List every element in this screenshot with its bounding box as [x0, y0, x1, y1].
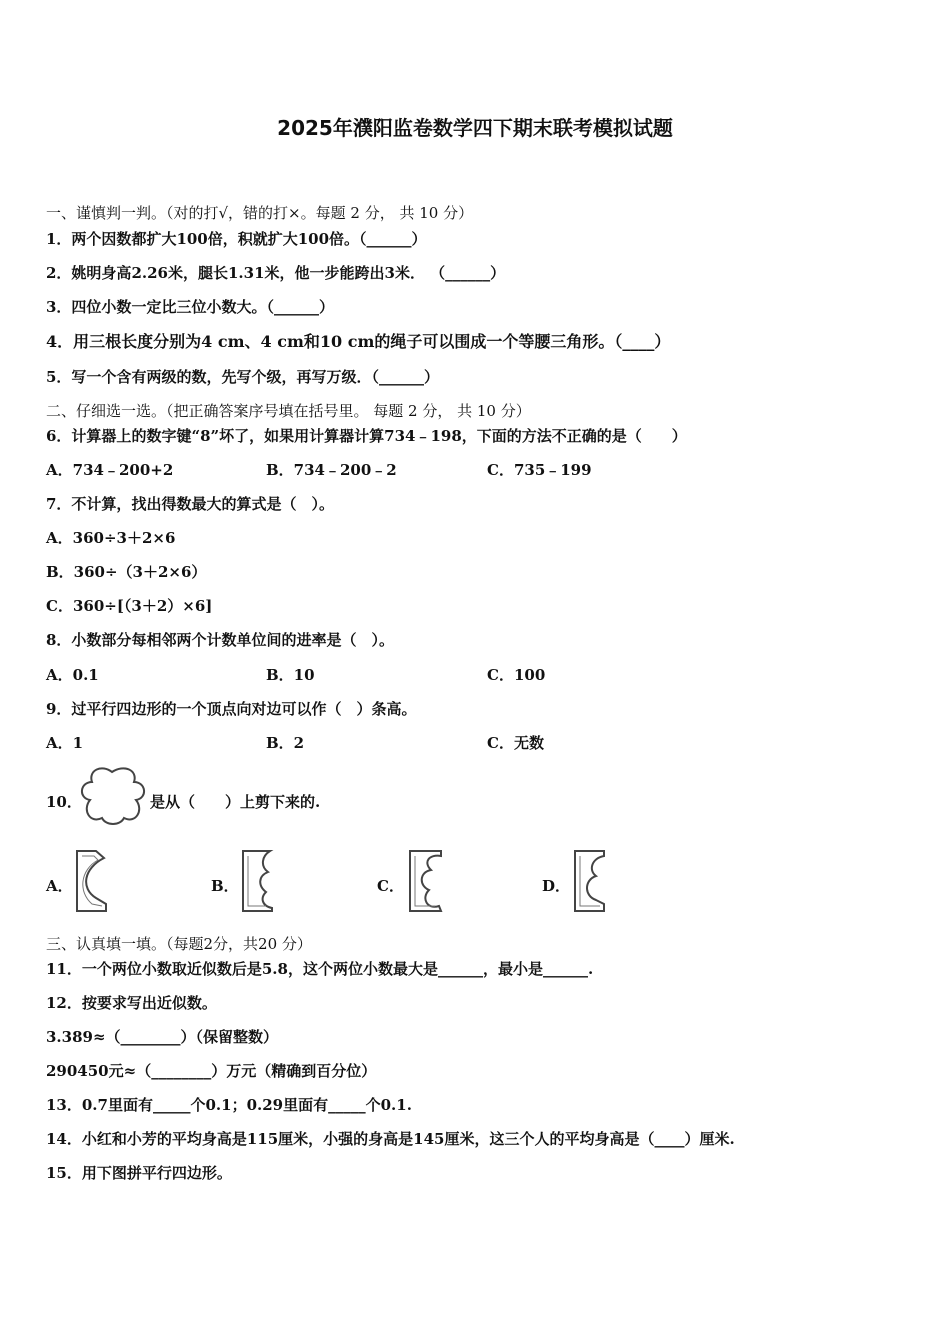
q10-figure-a	[74, 848, 108, 914]
q7-option-c: C．360÷[（3＋2）×6]	[46, 597, 213, 615]
question-2: 2．姚明身高2.26米，腿长1.31米，他一步能跨出3米． （______）	[46, 264, 506, 282]
question-4: 4．用三根长度分别为4 cm、4 cm和10 cm的绳子可以围成一个等腰三角形。（____）	[46, 332, 671, 351]
cloud-shape-figure	[78, 764, 148, 830]
question-12: 12．按要求写出近似数。	[46, 994, 217, 1012]
q8-option-a: A．0.1	[46, 666, 99, 684]
section-3-heading: 三、认真填一填。（每题2分，共20 分）	[46, 935, 312, 953]
question-3: 3．四位小数一定比三位小数大。（______）	[46, 298, 334, 316]
question-5: 5．写一个含有两级的数，先写个级，再写万级．（______）	[46, 368, 439, 386]
question-8: 8．小数部分每相邻两个计数单位间的进率是（ ）。	[46, 631, 394, 649]
q10-figure-b	[240, 848, 276, 914]
q10-option-a: A．	[46, 877, 73, 895]
q10-figure-c	[407, 848, 445, 914]
question-10-number: 10．	[46, 793, 82, 811]
q10-option-c: C．	[377, 877, 404, 895]
q9-option-b: B．2	[266, 734, 305, 752]
q10-option-d: D．	[542, 877, 571, 895]
question-11: 11．一个两位小数取近似数后是5.8，这个两位小数最大是______，最小是______.	[46, 960, 594, 978]
question-6: 6．计算器上的数字键“8”坏了，如果用计算器计算734﹣198，下面的方法不正确的是（ ）	[46, 427, 687, 445]
question-12-part-b: 290450元≈（________）万元（精确到百分位）	[46, 1062, 377, 1080]
page-title: 2025年濮阳监卷数学四下期末联考模拟试题	[277, 116, 673, 140]
q8-option-c: C．100	[487, 666, 546, 684]
question-14: 14．小红和小芳的平均身高是115厘米，小强的身高是145厘米，这三个人的平均身高是（____）厘米.	[46, 1130, 735, 1148]
question-7: 7．不计算，找出得数最大的算式是（ ）。	[46, 495, 334, 513]
q10-figure-d	[572, 848, 608, 914]
q6-option-a: A．734﹣200+2	[46, 461, 174, 479]
question-1: 1．两个因数都扩大100倍，积就扩大100倍。（______）	[46, 230, 427, 248]
q9-option-c: C．无数	[487, 734, 544, 752]
q7-option-a: A．360÷3＋2×6	[46, 529, 176, 547]
section-2-heading: 二、仔细选一选。（把正确答案序号填在括号里。 每题 2 分， 共 10 分）	[46, 402, 531, 420]
question-15: 15．用下图拼平行四边形。	[46, 1164, 232, 1182]
question-13: 13．0.7里面有_____个0.1；0.29里面有_____个0.1.	[46, 1096, 412, 1114]
question-12-part-a: 3.389≈（________）（保留整数）	[46, 1028, 279, 1046]
q7-option-b: B．360÷（3＋2×6）	[46, 563, 207, 581]
q6-option-b: B．734﹣200﹣2	[266, 461, 397, 479]
section-1-heading: 一、谨慎判一判。（对的打√，错的打×。每题 2 分， 共 10 分）	[46, 204, 474, 222]
q6-option-c: C．735﹣199	[487, 461, 592, 479]
q9-option-a: A．1	[46, 734, 84, 752]
q8-option-b: B．10	[266, 666, 315, 684]
q10-option-b: B．	[211, 877, 239, 895]
question-9: 9．过平行四边形的一个顶点向对边可以作（ ）条高。	[46, 700, 417, 718]
question-10-text: 是从（ ）上剪下来的.	[150, 793, 321, 811]
